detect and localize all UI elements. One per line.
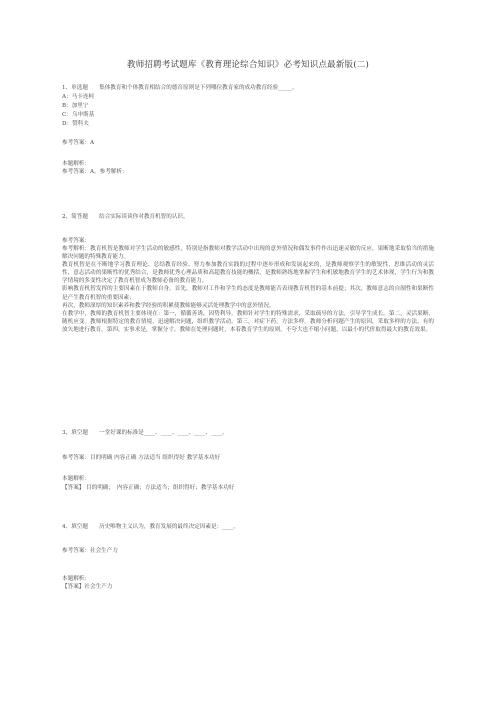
question-4-analysis: 【答案】社会生产力 [62,584,113,590]
question-1-analysis-label: 本题解析： [62,161,90,167]
question-1-answer: 参考答案：A [62,140,95,146]
question-2-answer-label: 参考答案： [62,238,90,244]
question-1-option-b: B：加里宁 [62,103,89,109]
question-4-answer: 参考答案：社会生产力 [62,548,118,554]
question-2-analysis [62,245,434,334]
question-2-paragraph: 影响教育机智发挥的主要因素在于教师自身。首先，教师对工作和学生的态度是教师能否表现教育机智的基本前提；其次，教师意志的自制性和果断性是产生教育机智的重要因素； [62,286,434,301]
question-2-paragraph: 再次，教师深厚的知识素养和教学经验的积累使教师能够灵活处理教学中的意外情况。 [62,302,275,309]
question-1-stem: 1、单选题 集体教育和个体教育相结合的德育原则是下列哪位教育家的成功教育经验_____。 [62,85,298,91]
question-2-stem: 2、简答题 结合实际谈谈你对教育机智的认识。 [62,214,189,220]
question-4-analysis-label: 本题解析： [62,576,90,582]
question-1-option-d: D：赞科夫 [62,121,89,127]
question-3-analysis-label: 本题解析： [62,476,90,482]
question-1-option-a: A：马卡连柯 [62,94,95,100]
question-1-option-c: C：乌申斯基 [62,112,95,118]
question-2-paragraph: 在教学中，教师的教育机智主要体现在：第一，循循善诱，因势利导。教师针对学生的特殊需求，采取疏导的方法，引导学生成长。第二，灵活果断，随机应变。教师根据特定的教育情境，迅速解决问题，组织教学活动。第三，对症下药，方法多样。教师分析问题产生的原因，采取多样的方法，有的放矢地进行教育。第四，实事求是，掌握分寸。教师在处理问题时，本着教育学生的原则，不夸大也不缩小问题，以最小的代价取得最大的教育效果。 [62,310,434,333]
question-3-stem: 3、填空题 一堂好课的标准是____、____、____、____、____。 [62,430,228,436]
question-4-stem: 4、填空题 历史唯物主义认为，教育发展的最终决定因素是：____。 [62,524,239,530]
question-1-analysis: 参考答案：A。参考解析： [62,169,128,175]
question-2-paragraph: 参考解析：教育机智是教师对学生活动的敏感性，特别是指教师对教学活动中出现的意外情况和偶发事件作出迅速灵敏的反应，果断地采取恰当的措施解决问题的特殊教育能力。 [62,246,434,261]
question-3-analysis: 【答案】 目的明确； 内容正确；方法适当；组织得好；教学基本功好 [62,485,235,491]
question-3-answer: 参考答案：目的明确 内容正确 方法适当 组织得好 教学基本功好 [62,455,221,461]
document-title: 教师招聘考试题库《教育理论综合知识》必考知识点最新版(二) [127,60,369,70]
question-2-paragraph: 教育机智是在不断地学习教育理论、总结教育经验、努力参加教育实践的过程中逐步形成和发展起来的，是教师观察学生的敏锐性、思维活动的灵活性、意志活动的果断性的优秀结合，是教师优秀心理品质和高超教育技能的概括，是教师熟练地掌握学生和机敏地教育学生的艺术体现，学生行为和教学情境的多变性决定了教育机智成为教师必备的教育能力。 [62,262,434,285]
